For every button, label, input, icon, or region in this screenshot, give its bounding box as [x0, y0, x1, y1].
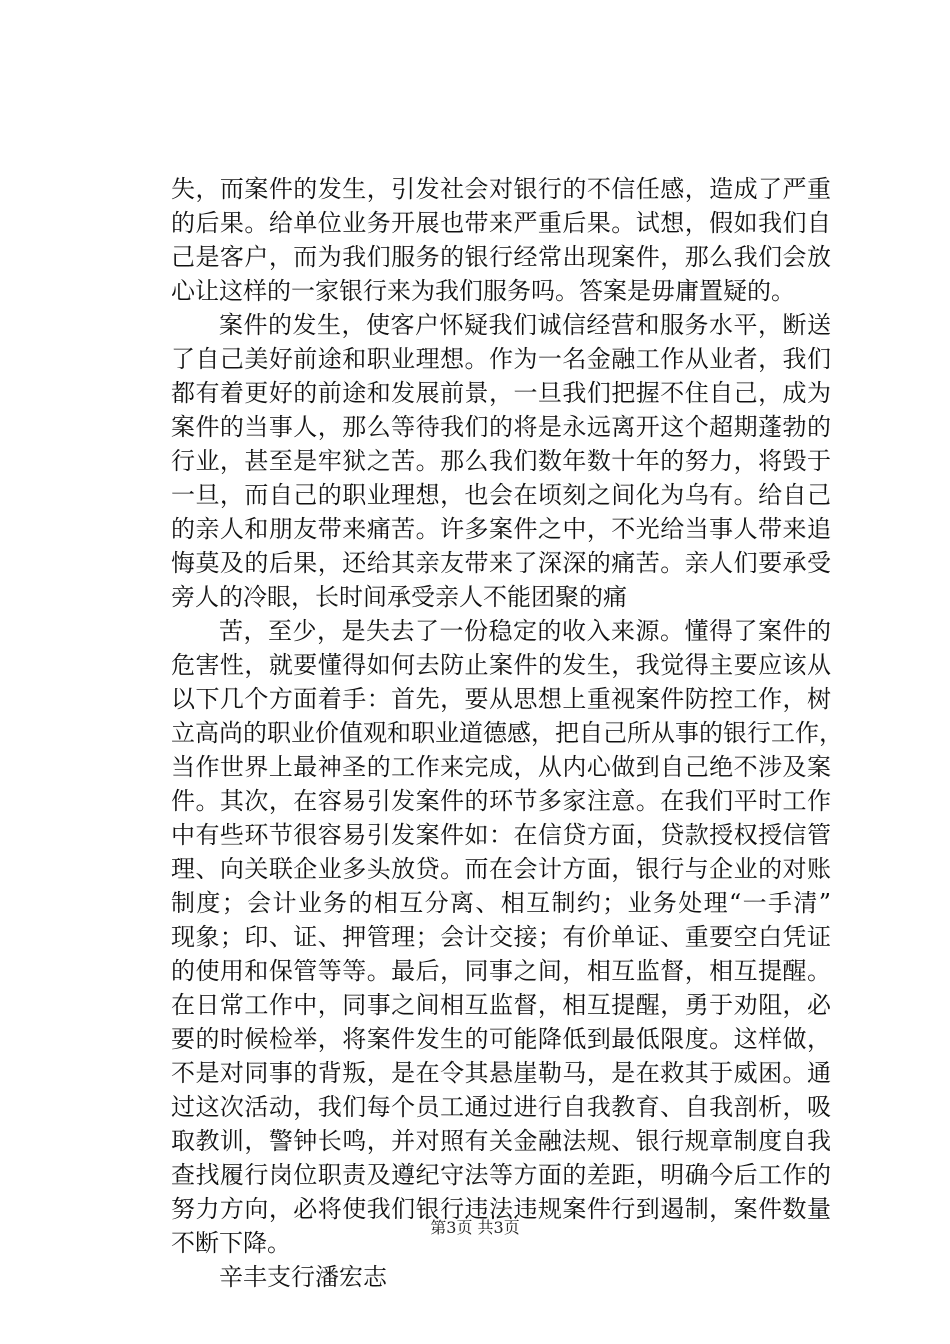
text-line: 查找履行岗位职责及遵纪守法等方面的差距，明确今后工作的 — [171, 1161, 831, 1189]
paragraph-start-line: 苦，至少，是失去了一份稳定的收入来源。懂得了案件的 — [219, 617, 831, 645]
text-line: 理、向关联企业多头放贷。而在会计方面，银行与企业的对账 — [171, 855, 831, 883]
text-line: 了自己美好前途和职业理想。作为一名金融工作从业者，我们 — [171, 345, 831, 373]
text-line: 制度；会计业务的相互分离、相互制约；业务处理“一手清” — [171, 889, 831, 917]
signature-line: 辛丰支行潘宏志 — [219, 1263, 387, 1291]
text-line: 以下几个方面着手：首先，要从思想上重视案件防控工作，树 — [171, 685, 831, 713]
text-line: 旁人的冷眼，长时间承受亲人不能团聚的痛 — [171, 583, 627, 611]
page-footer: 第3页 共3页 — [430, 1218, 520, 1237]
text-line: 现象；印、证、押管理；会计交接；有价单证、重要空白凭证 — [171, 923, 831, 951]
text-line: 中有些环节很容易引发案件如：在信贷方面，贷款授权授信管 — [171, 821, 831, 849]
text-line: 的亲人和朋友带来痛苦。许多案件之中，不光给当事人带来追 — [171, 515, 831, 543]
text-line: 一旦，而自己的职业理想，也会在顷刻之间化为乌有。给自己 — [171, 481, 831, 509]
paragraph-start-line: 案件的发生，使客户怀疑我们诚信经营和服务水平，断送 — [219, 311, 831, 339]
text-line: 心让这样的一家银行来为我们服务吗。答案是毋庸置疑的。 — [171, 277, 795, 305]
text-line: 危害性，就要懂得如何去防止案件的发生，我觉得主要应该从 — [171, 651, 831, 679]
text-line: 不是对同事的背叛，是在令其悬崖勒马，是在救其于威困。通 — [171, 1059, 831, 1087]
text-line: 不断下降。 — [171, 1229, 291, 1257]
text-line: 案件的当事人，那么等待我们的将是永远离开这个超期蓬勃的 — [171, 413, 831, 441]
text-line: 要的时候检举，将案件发生的可能降低到最低限度。这样做， — [171, 1025, 831, 1053]
text-line: 行业，甚至是牢狱之苦。那么我们数年数十年的努力，将毁于 — [171, 447, 831, 475]
text-line: 的后果。给单位业务开展也带来严重后果。试想，假如我们自 — [171, 209, 831, 237]
text-line: 件。其次，在容易引发案件的环节多家注意。在我们平时工作 — [171, 787, 831, 815]
text-line: 取教训，警钟长鸣，并对照有关金融法规、银行规章制度自我 — [171, 1127, 831, 1155]
text-line: 的使用和保管等等。最后，同事之间，相互监督，相互提醒。 — [171, 957, 831, 985]
text-line: 过这次活动，我们每个员工通过进行自我教育、自我剖析，吸 — [171, 1093, 831, 1121]
text-line: 悔莫及的后果，还给其亲友带来了深深的痛苦。亲人们要承受 — [171, 549, 831, 577]
text-line: 失，而案件的发生，引发社会对银行的不信任感，造成了严重 — [171, 175, 831, 203]
text-line: 己是客户，而为我们服务的银行经常出现案件，那么我们会放 — [171, 243, 831, 271]
text-line: 在日常工作中，同事之间相互监督，相互提醒，勇于劝阻，必 — [171, 991, 831, 1019]
text-line: 立高尚的职业价值观和职业道德感，把自己所从事的银行工作， — [171, 719, 843, 747]
text-line: 当作世界上最神圣的工作来完成，从内心做到自己绝不涉及案 — [171, 753, 831, 781]
text-line: 都有着更好的前途和发展前景，一旦我们把握不住自己，成为 — [171, 379, 831, 407]
text-line: 努力方向，必将使我们银行违法违规案件行到遏制，案件数量 — [171, 1195, 831, 1223]
